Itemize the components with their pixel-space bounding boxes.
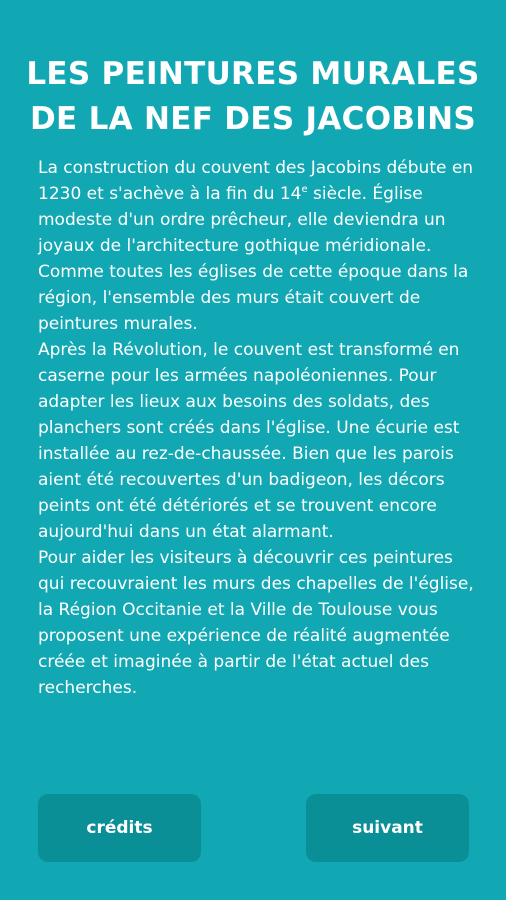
intro-text xyxy=(38,155,474,701)
page-title-line-1: LES PEINTURES MURALES xyxy=(26,56,480,92)
credits-button[interactable]: crédits xyxy=(38,794,201,862)
paragraph-construction-end: siècle. Église modeste d'un ordre prêcheur, elle deviendra un joyaux de l'architecture gothique méridionale. Comme toutes les églises de cette époque dans la région, l'ensemble des murs était couvert de peintures murales. xyxy=(38,184,469,334)
paragraph-revolution: Après la Révolution, le couvent est transformé en caserne pour les armées napoléoniennes. Pour adapter les lieux aux besoins des soldats, des planchers sont créés dans l'église. Une écurie est installée au rez-de-chaussée. Bien que les parois aient été recouvertes d'un badigeon, les décors peints ont été détériorés et se trouvent encore aujourd'hui dans un état alarmant. xyxy=(38,340,460,542)
next-button[interactable]: suivant xyxy=(306,794,469,862)
page-title-line-2: DE LA NEF DES JACOBINS xyxy=(29,101,477,137)
page-title xyxy=(20,52,486,142)
paragraph-augmented-reality: Pour aider les visiteurs à découvrir ces peintures qui recouvraient les murs des chapelles de l'église, la Région Occitanie et la Ville de Toulouse vous proposent une expérience de réalité augmentée créée et imaginée à partir de l'état actuel des recherches. xyxy=(38,548,474,698)
century-superscript: e xyxy=(301,184,308,195)
paragraph-construction xyxy=(38,155,474,337)
paragraph-construction-start: La construction du couvent des Jacobins débute en 1230 et s'achève à la fin du 14 xyxy=(38,158,474,204)
